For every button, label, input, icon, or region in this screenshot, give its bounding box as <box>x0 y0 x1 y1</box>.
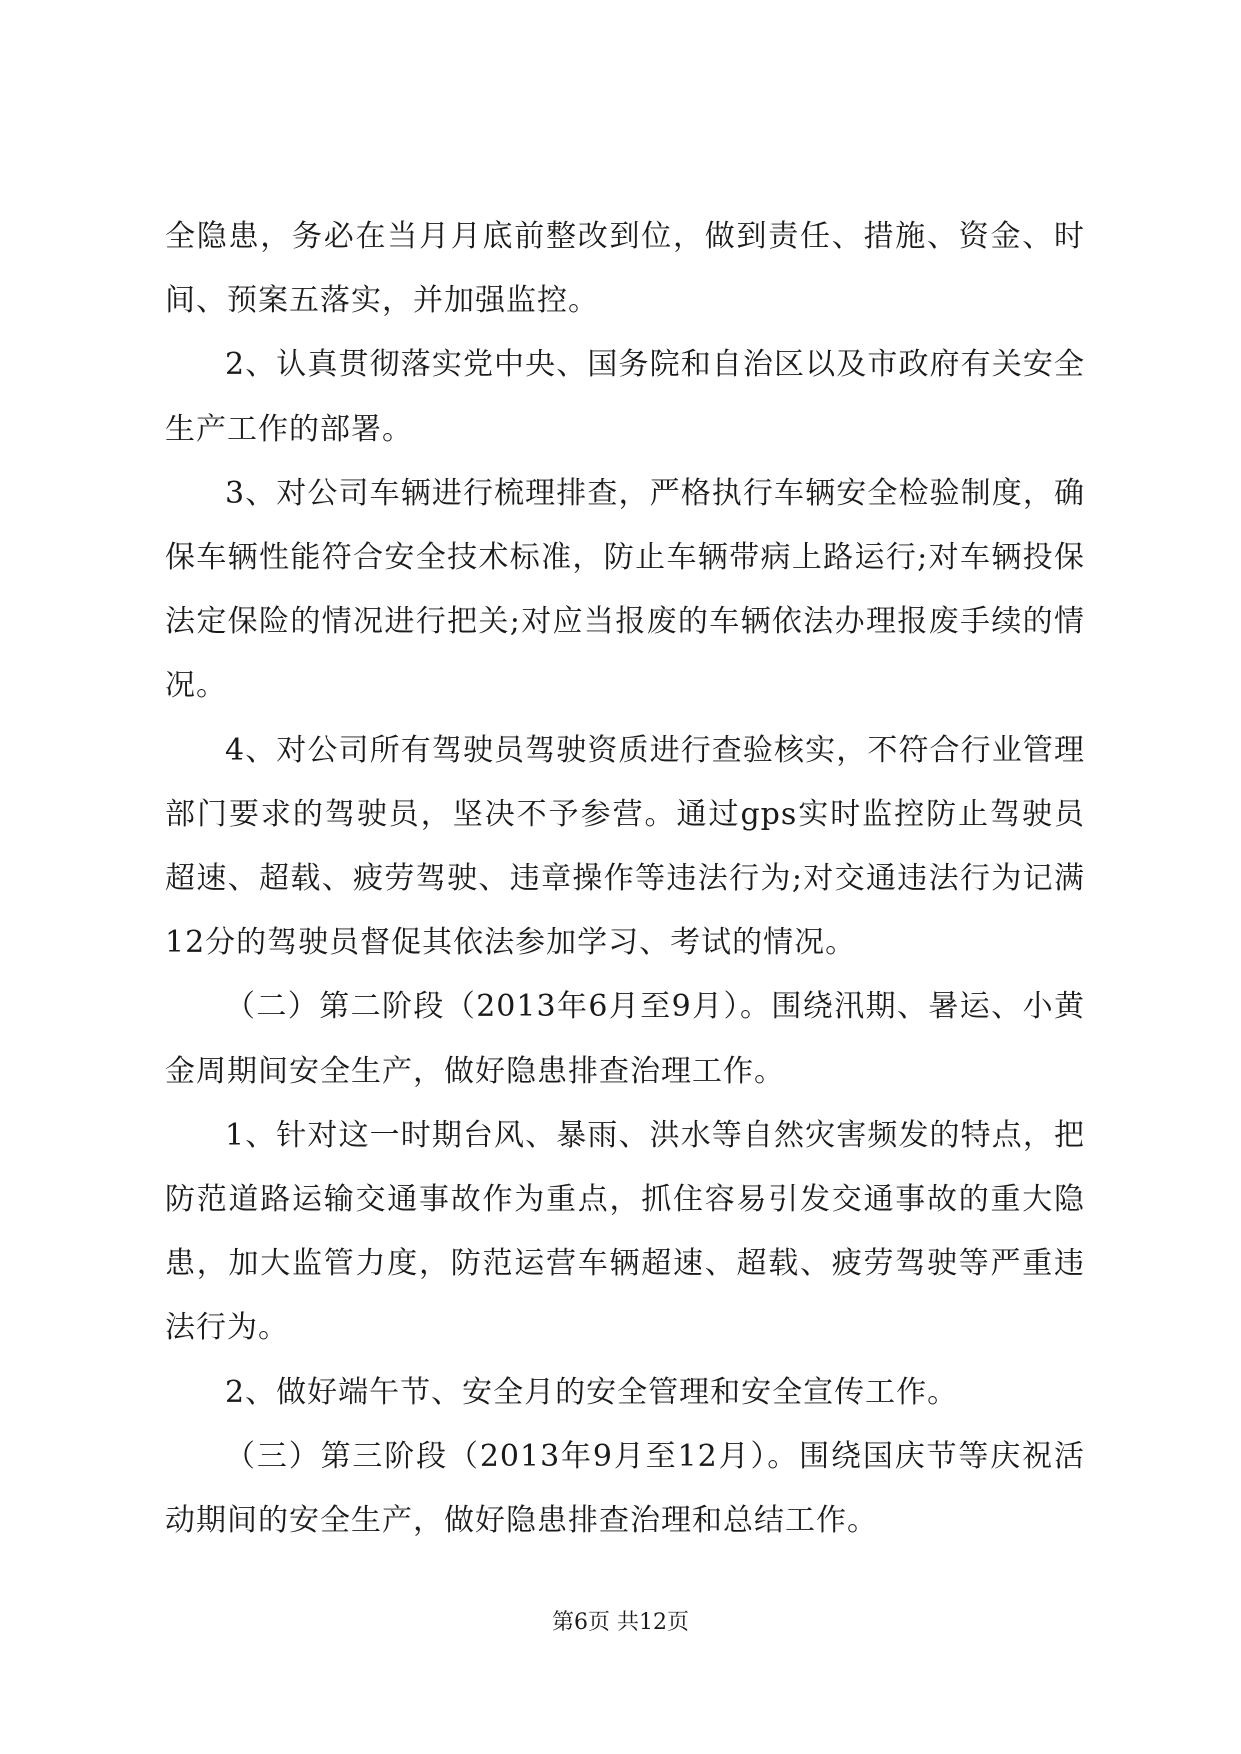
page-number-footer: 第6页 共12页 <box>552 1610 689 1635</box>
paragraph-item-3: 3、对公司车辆进行梳理排查，严格执行车辆安全检验制度，确保车辆性能符合安全技术标准，防止车辆带病上路运行;对车辆投保法定保险的情况进行把关;对应当报废的车辆依法办理报废手续的情况。 <box>165 475 1085 704</box>
document-body <box>165 205 1085 1553</box>
paragraph-phase-two-item-1: 1、针对这一时期台风、暴雨、洪水等自然灾害频发的特点，把防范道路运输交通事故作为重点，抓住容易引发交通事故的重大隐患，加大监管力度，防范运营车辆超速、超载、疲劳驾驶等严重违法行为。 <box>165 1117 1085 1346</box>
paragraph-phase-three: （三）第三阶段（2013年9月至12月）。围绕国庆节等庆祝活动期间的安全生产，做好隐患排查治理和总结工作。 <box>165 1438 1085 1539</box>
paragraph-continuation: 全隐患，务必在当月月底前整改到位，做到责任、措施、资金、时间、预案五落实，并加强监控。 <box>165 219 1085 319</box>
paragraph-item-4: 4、对公司所有驾驶员驾驶资质进行查验核实，不符合行业管理部门要求的驾驶员，坚决不予参营。通过gps实时监控防止驾驶员超速、超载、疲劳驾驶、违章操作等违法行为;对交通违法行为记满12分的驾驶员督促其依法参加学习、考试的情况。 <box>165 732 1085 961</box>
paragraph-phase-two: （二）第二阶段（2013年6月至9月）。围绕汛期、暑运、小黄金周期间安全生产，做好隐患排查治理工作。 <box>165 989 1085 1089</box>
paragraph-item-2: 2、认真贯彻落实党中央、国务院和自治区以及市政府有关安全生产工作的部署。 <box>165 347 1085 447</box>
paragraph-phase-two-item-2: 2、做好端午节、安全月的安全管理和安全宣传工作。 <box>225 1374 959 1410</box>
